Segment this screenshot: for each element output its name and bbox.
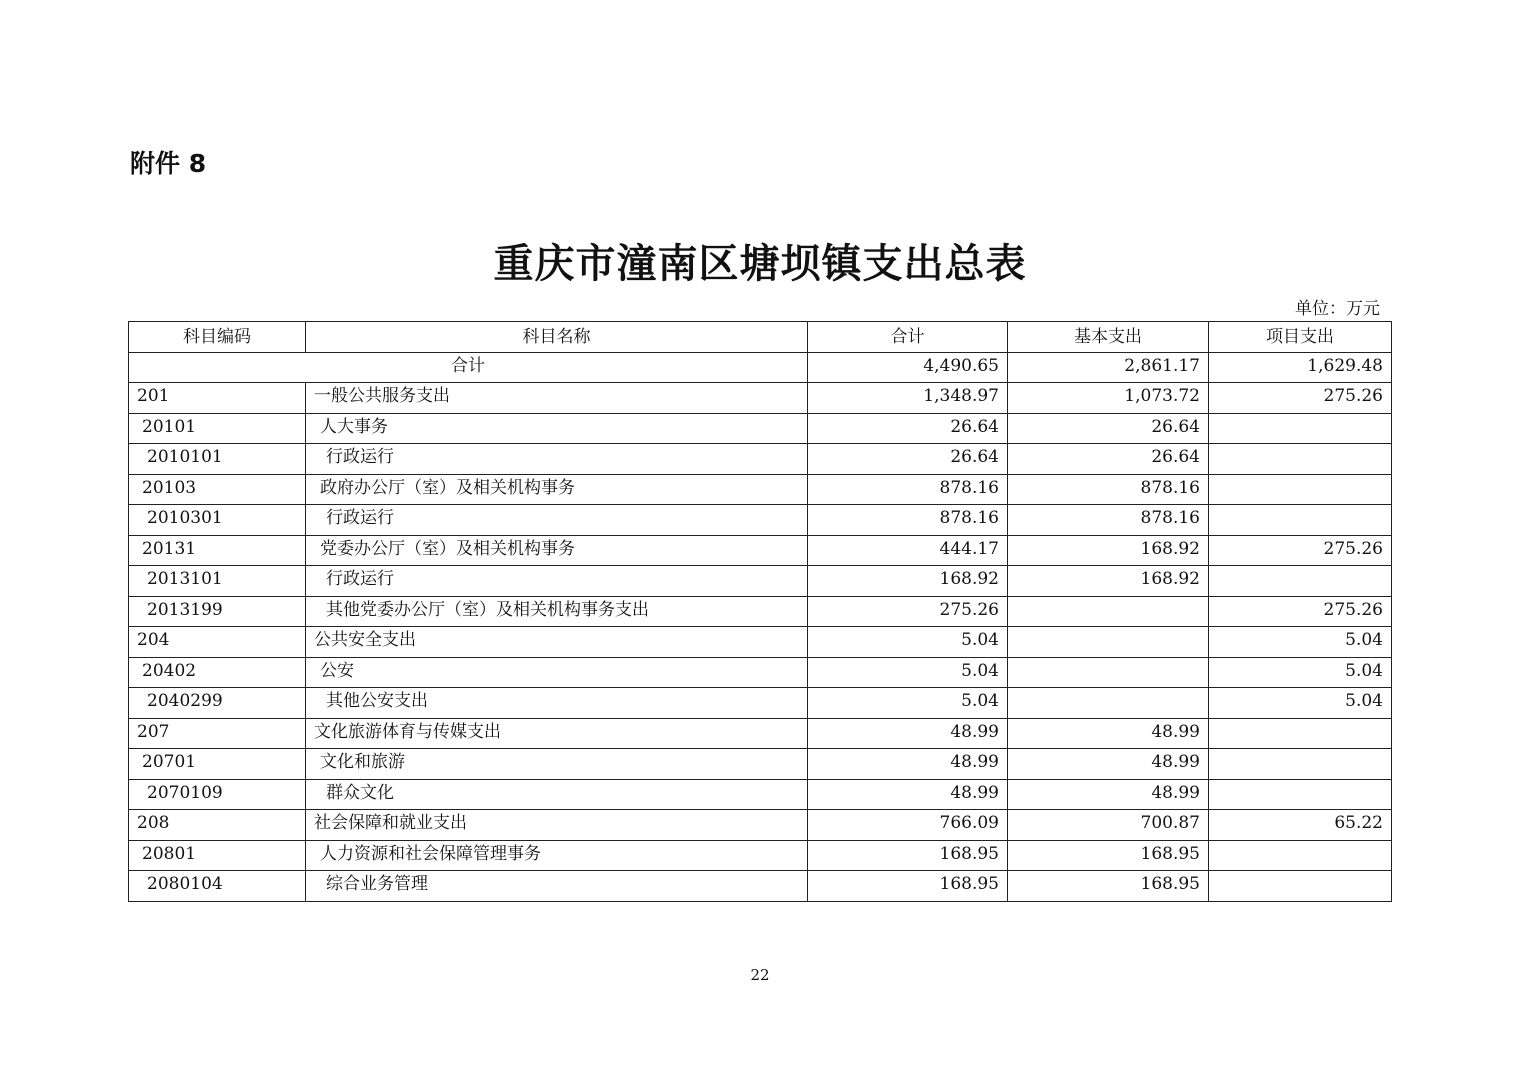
row-code: 20801 xyxy=(129,840,306,871)
row-basic: 1,073.72 xyxy=(1008,383,1209,414)
row-name: 其他党委办公厅（室）及相关机构事务支出 xyxy=(306,596,808,627)
table-row xyxy=(129,566,1392,597)
row-project: 275.26 xyxy=(1209,383,1392,414)
table-row xyxy=(129,627,1392,658)
row-basic xyxy=(1008,688,1209,719)
row-basic: 878.16 xyxy=(1008,505,1209,536)
row-code: 2013199 xyxy=(129,596,306,627)
row-project xyxy=(1209,871,1392,902)
row-project xyxy=(1209,444,1392,475)
row-code: 20131 xyxy=(129,535,306,566)
row-code: 2010101 xyxy=(129,444,306,475)
table-row xyxy=(129,871,1392,902)
unit-label: 单位：万元 xyxy=(1295,299,1380,319)
row-total: 26.64 xyxy=(808,413,1008,444)
row-code: 208 xyxy=(129,810,306,841)
header-project: 项目支出 xyxy=(1209,322,1392,353)
row-total: 168.95 xyxy=(808,840,1008,871)
table-row xyxy=(129,444,1392,475)
row-total: 168.95 xyxy=(808,871,1008,902)
row-project xyxy=(1209,840,1392,871)
row-project: 275.26 xyxy=(1209,596,1392,627)
header-name: 科目名称 xyxy=(306,322,808,353)
table-row xyxy=(129,840,1392,871)
row-name: 文化和旅游 xyxy=(306,749,808,780)
row-name: 公安 xyxy=(306,657,808,688)
table-row xyxy=(129,596,1392,627)
row-name: 行政运行 xyxy=(306,505,808,536)
row-code: 2010301 xyxy=(129,505,306,536)
row-basic: 48.99 xyxy=(1008,749,1209,780)
row-name: 政府办公厅（室）及相关机构事务 xyxy=(306,474,808,505)
row-basic xyxy=(1008,627,1209,658)
row-name: 综合业务管理 xyxy=(306,871,808,902)
table-row xyxy=(129,718,1392,749)
row-project: 65.22 xyxy=(1209,810,1392,841)
row-basic: 48.99 xyxy=(1008,779,1209,810)
row-total: 1,348.97 xyxy=(808,383,1008,414)
row-total: 444.17 xyxy=(808,535,1008,566)
row-basic: 700.87 xyxy=(1008,810,1209,841)
row-total: 168.92 xyxy=(808,566,1008,597)
row-name: 一般公共服务支出 xyxy=(306,383,808,414)
row-project: 5.04 xyxy=(1209,657,1392,688)
row-code: 2070109 xyxy=(129,779,306,810)
table-row xyxy=(129,535,1392,566)
row-name: 行政运行 xyxy=(306,566,808,597)
row-total: 5.04 xyxy=(808,688,1008,719)
row-name: 社会保障和就业支出 xyxy=(306,810,808,841)
row-code: 2040299 xyxy=(129,688,306,719)
page-title: 重庆市潼南区塘坝镇支出总表 xyxy=(493,241,1027,287)
row-basic xyxy=(1008,596,1209,627)
table-row xyxy=(129,383,1392,414)
row-basic: 26.64 xyxy=(1008,444,1209,475)
row-code: 20101 xyxy=(129,413,306,444)
total-project: 1,629.48 xyxy=(1209,352,1392,383)
table-body xyxy=(129,352,1392,901)
row-code: 207 xyxy=(129,718,306,749)
table-row xyxy=(129,474,1392,505)
row-name: 人大事务 xyxy=(306,413,808,444)
row-name: 文化旅游体育与传媒支出 xyxy=(306,718,808,749)
header-basic: 基本支出 xyxy=(1008,322,1209,353)
total-label: 合计 xyxy=(129,352,808,383)
row-project xyxy=(1209,505,1392,536)
row-basic: 168.92 xyxy=(1008,566,1209,597)
total-total: 4,490.65 xyxy=(808,352,1008,383)
header-code: 科目编码 xyxy=(129,322,306,353)
row-code: 204 xyxy=(129,627,306,658)
table-row xyxy=(129,779,1392,810)
row-project: 275.26 xyxy=(1209,535,1392,566)
row-name: 群众文化 xyxy=(306,779,808,810)
page-number: 22 xyxy=(750,966,770,984)
row-total: 48.99 xyxy=(808,779,1008,810)
row-project: 5.04 xyxy=(1209,627,1392,658)
row-basic: 168.95 xyxy=(1008,840,1209,871)
row-total: 878.16 xyxy=(808,505,1008,536)
row-project: 5.04 xyxy=(1209,688,1392,719)
row-total: 5.04 xyxy=(808,627,1008,658)
total-row xyxy=(129,352,1392,383)
table-row xyxy=(129,688,1392,719)
row-project xyxy=(1209,718,1392,749)
table-header-row xyxy=(129,322,1392,353)
row-project xyxy=(1209,474,1392,505)
header-total: 合计 xyxy=(808,322,1008,353)
row-project xyxy=(1209,749,1392,780)
row-basic: 878.16 xyxy=(1008,474,1209,505)
row-project xyxy=(1209,779,1392,810)
expenditure-table xyxy=(128,321,1392,902)
row-basic: 168.95 xyxy=(1008,871,1209,902)
row-code: 20701 xyxy=(129,749,306,780)
table-row xyxy=(129,810,1392,841)
row-project xyxy=(1209,413,1392,444)
attachment-label: 附件 8 xyxy=(130,149,207,178)
row-code: 2013101 xyxy=(129,566,306,597)
table-row xyxy=(129,749,1392,780)
total-basic: 2,861.17 xyxy=(1008,352,1209,383)
row-basic: 48.99 xyxy=(1008,718,1209,749)
row-total: 878.16 xyxy=(808,474,1008,505)
row-name: 党委办公厅（室）及相关机构事务 xyxy=(306,535,808,566)
row-total: 275.26 xyxy=(808,596,1008,627)
row-basic: 168.92 xyxy=(1008,535,1209,566)
row-total: 48.99 xyxy=(808,718,1008,749)
row-code: 20402 xyxy=(129,657,306,688)
row-project xyxy=(1209,566,1392,597)
row-total: 48.99 xyxy=(808,749,1008,780)
row-basic: 26.64 xyxy=(1008,413,1209,444)
row-name: 行政运行 xyxy=(306,444,808,475)
row-basic xyxy=(1008,657,1209,688)
table-row xyxy=(129,505,1392,536)
row-code: 20103 xyxy=(129,474,306,505)
row-code: 2080104 xyxy=(129,871,306,902)
row-name: 其他公安支出 xyxy=(306,688,808,719)
row-total: 26.64 xyxy=(808,444,1008,475)
table-row xyxy=(129,657,1392,688)
row-name: 人力资源和社会保障管理事务 xyxy=(306,840,808,871)
row-name: 公共安全支出 xyxy=(306,627,808,658)
row-code: 201 xyxy=(129,383,306,414)
row-total: 5.04 xyxy=(808,657,1008,688)
row-total: 766.09 xyxy=(808,810,1008,841)
table-row xyxy=(129,413,1392,444)
